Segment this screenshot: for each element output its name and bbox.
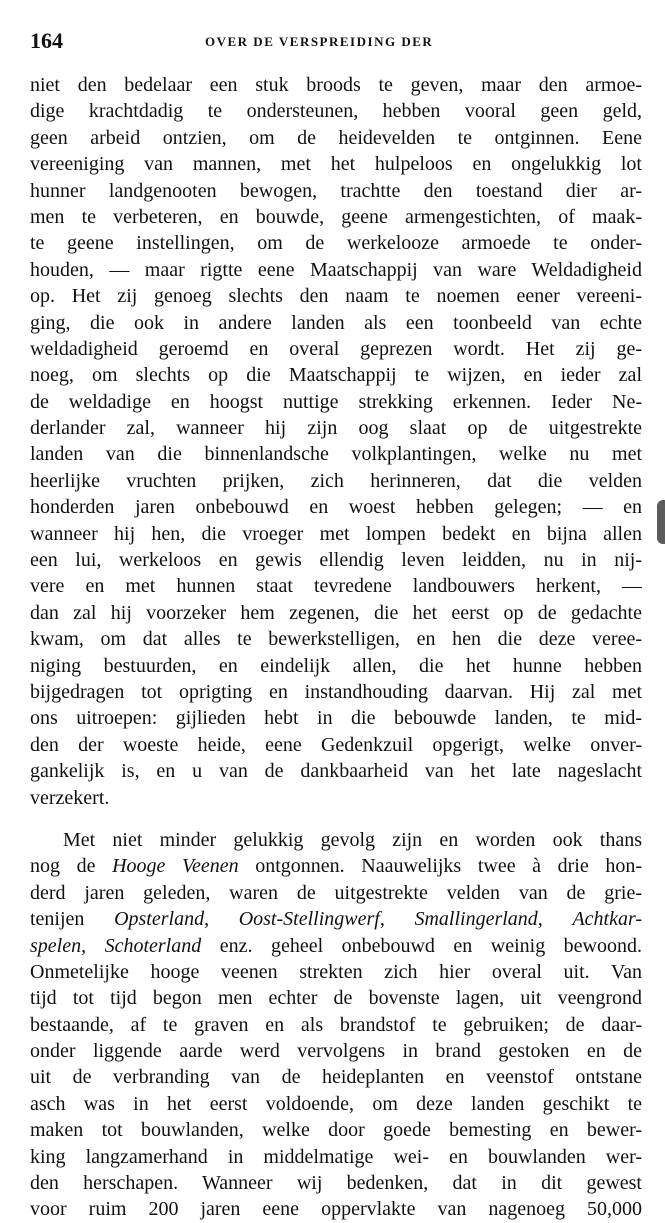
text-line: houden, — maar rigtte eene Maatschappij van ware Weldadigheid <box>30 258 642 281</box>
page-number: 164 <box>30 28 63 53</box>
page-header <box>30 28 650 58</box>
text-line: vere en met hunnen staat tevredene landbouwers herkent, — <box>30 575 642 598</box>
body-text <box>30 72 642 1223</box>
text-line: de weldadige en hoogst nuttige strekking erkennen. Ieder Ne- <box>30 390 642 413</box>
text-line: nog de Hooge Veenen ontgonnen. Naauwelijks twee à drie hon- <box>30 855 642 878</box>
text-line: kwam, om dat alles te bewerkstelligen, en hen die deze veree- <box>30 628 642 651</box>
text-line: heerlijke vruchten prijken, zich herinneren, dat die velden <box>30 469 642 492</box>
text-line: onder liggende aarde werd vervolgens in brand gestoken en de <box>30 1040 642 1063</box>
text-line: asch was in het eerst voldoende, om deze landen geschikt te <box>30 1092 642 1115</box>
paragraph-2 <box>30 827 642 1223</box>
text-line: dige krachtdadig te ondersteunen, hebben vooral geen geld, <box>30 100 642 123</box>
text-line: dan zal hij voorzeker hem zegenen, die het eerst op de gedachte <box>30 601 642 624</box>
text-line: maken tot bouwlanden, welke door goede bemesting en bewer- <box>30 1119 642 1142</box>
text-line: king langzamerhand in middelmatige wei- en bouwlanden wer- <box>30 1145 642 1168</box>
text-line: ging, die ook in andere landen als een toonbeeld van echte <box>30 311 642 334</box>
text-line: noeg, om slechts op die Maatschappij te wijzen, en ieder zal <box>30 364 642 387</box>
text-line: een lui, werkeloos en gewis ellendig leven leidden, nu in nij- <box>30 549 642 572</box>
text-line: te geene instellingen, om de werkelooze armoede te onder- <box>30 232 642 255</box>
text-line: op. Het zij genoeg slechts den naam te noemen eener vereeni- <box>30 285 642 308</box>
text-line: wanneer hij hen, die vroeger met lompen bedekt en bijna allen <box>30 522 642 545</box>
text-line: tijd tot tijd begon men echter de bovenste lagen, uit veengrond <box>30 987 642 1010</box>
text-line: derlander zal, wanneer hij zijn oog slaat op de uitgestrekte <box>30 417 642 440</box>
text-line: spelen, Schoterland enz. geheel onbebouwd en weinig bewoond. <box>30 934 642 957</box>
text-line: Met niet minder gelukkig gevolg zijn en worden ook thans <box>63 828 642 851</box>
text-line: niging bestuurden, en eindelijk allen, die het hunne hebben <box>30 654 642 677</box>
text-line: niet den bedelaar een stuk broods te geven, maar den armoe- <box>30 74 642 96</box>
text-line: verzekert. <box>30 786 110 809</box>
text-line: derd jaren geleden, waren de uitgestrekte velden van de grie- <box>30 881 642 904</box>
text-line: den herschapen. Wanneer wij bedenken, dat in dit gewest <box>30 1172 642 1195</box>
text-line: voor ruim 200 jaren eene oppervlakte van nagenoeg 50,000 <box>30 1198 642 1221</box>
text-line: men te verbeteren, en bouwde, geene armengestichten, of maak- <box>30 205 642 228</box>
text-line: den der woeste heide, eene Gedenkzuil opgerigt, welke onver- <box>30 733 642 756</box>
text-line: ons uitroepen: gijlieden hebt in die bebouwde landen, te mid- <box>30 707 642 730</box>
text-line: geen arbeid ontzien, om de heidevelden te ontginnen. Eene <box>30 126 642 149</box>
text-line: tenijen Opsterland, Oost-Stellingwerf, Smallingerland, Achtkar- <box>30 908 642 931</box>
text-line: vereeniging van mannen, met het hulpeloos en ongelukkig lot <box>30 153 642 176</box>
text-line: bestaande, af te graven en als brandstof te gebruiken; de daar- <box>30 1013 642 1036</box>
running-title: OVER DE VERSPREIDING DER <box>205 34 434 49</box>
text-line: honderden jaren onbebouwd en woest hebben gelegen; — en <box>30 496 642 519</box>
paragraph-1 <box>30 72 642 811</box>
text-line: hunner landgenooten bewogen, trachtte den toestand dier ar- <box>30 179 642 202</box>
text-line: Onmetelijke hooge veenen strekten zich hier overal uit. Van <box>30 960 642 983</box>
text-line: landen van die binnenlandsche volkplantingen, welke nu met <box>30 443 642 466</box>
text-line: gankelijk is, en u van de dankbaarheid van het late nageslacht <box>30 760 642 783</box>
page-edge-mark <box>657 500 665 544</box>
text-line: uit de verbranding van de heideplanten en veenstof ontstane <box>30 1066 642 1089</box>
text-line: bijgedragen tot oprigting en instandhouding daarvan. Hij zal met <box>30 680 642 703</box>
text-line: weldadigheid geroemd en overal geprezen wordt. Het zij ge- <box>30 337 642 360</box>
